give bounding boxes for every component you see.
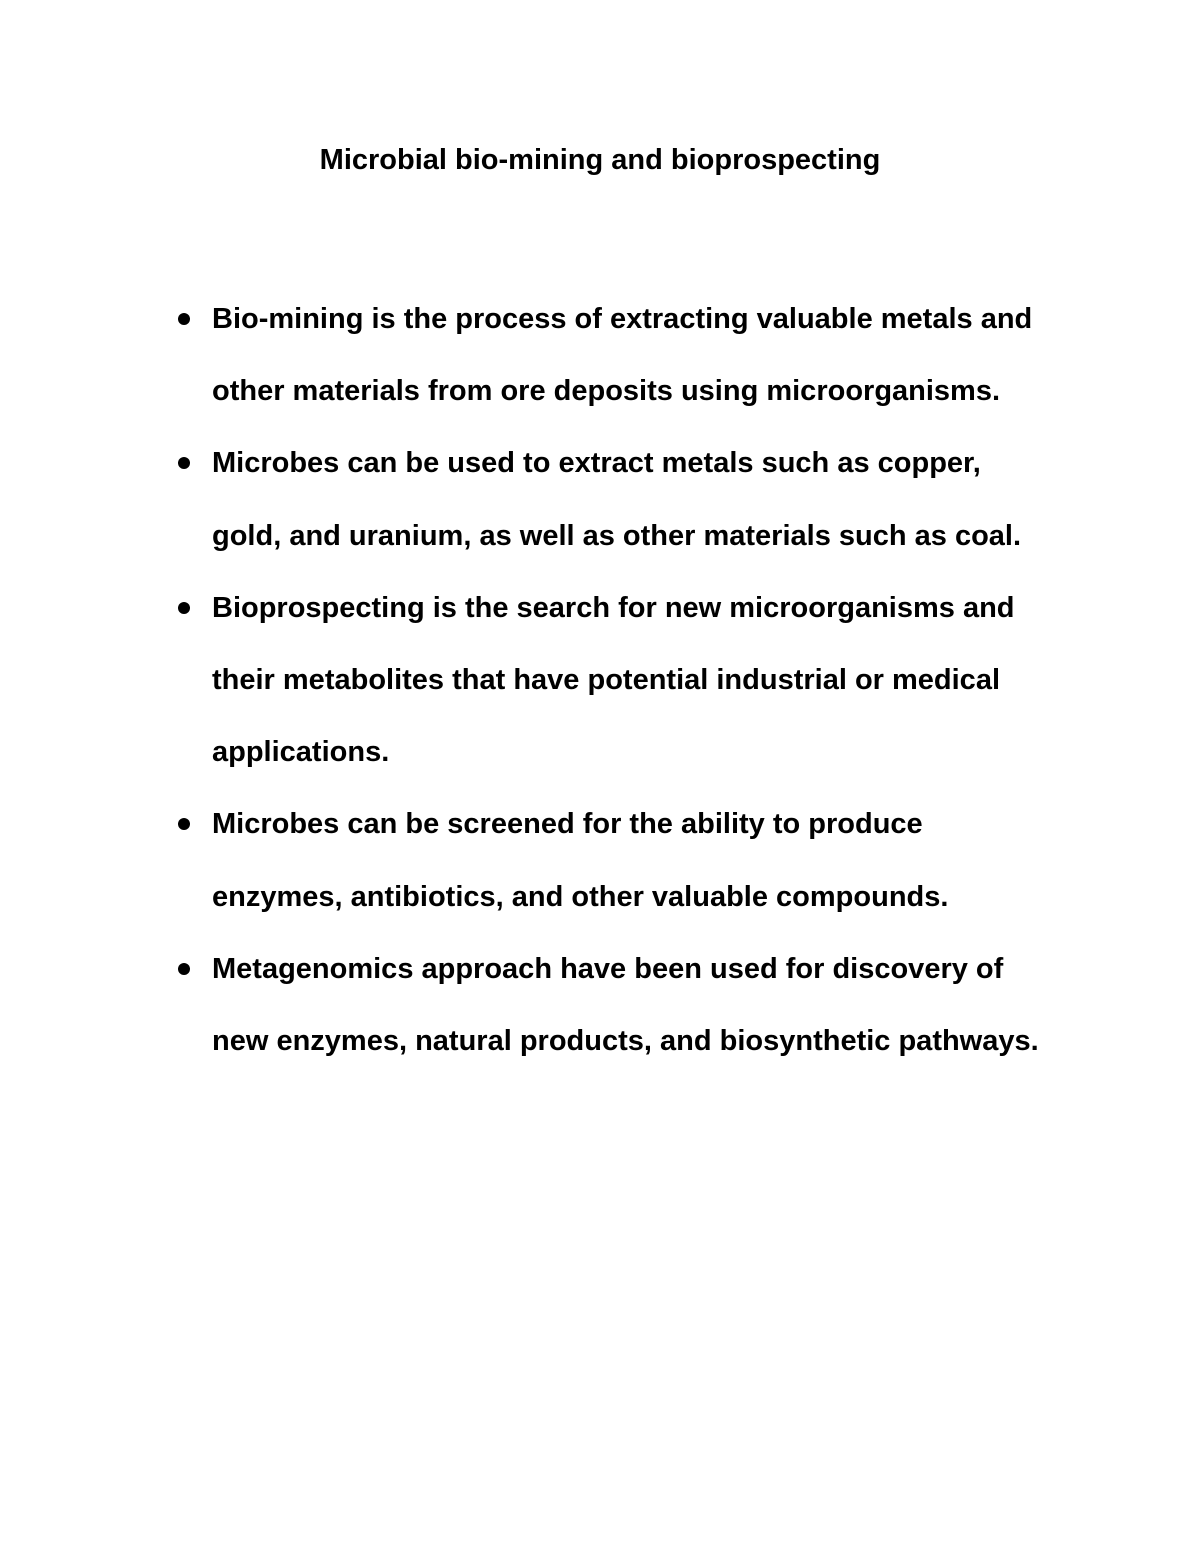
bullet-dot-icon (178, 313, 190, 325)
bullet-text: Metagenomics approach have been used for discovery of new enzymes, natural products, and biosynthetic pathways. (212, 952, 1039, 1058)
document-title: Microbial bio-mining and bioprospecting (319, 144, 881, 176)
bullet-dot-icon (178, 602, 190, 614)
bullet-text: Bio-mining is the process of extracting valuable metals and other materials from ore deposits using microorganisms. (212, 303, 1033, 408)
list-item (0, 572, 1052, 789)
list-item (0, 933, 1052, 1077)
list-item (0, 427, 1052, 571)
list-item (0, 283, 1052, 427)
list-item (0, 788, 1052, 932)
bullet-text: Microbes can be used to extract metals such as copper, gold, and uranium, as well as other materials such as coal. (212, 447, 1022, 552)
bullet-dot-icon (178, 818, 190, 830)
bullet-text: Bioprospecting is the search for new microorganisms and their metabolites that have potential industrial or medical applications. (212, 591, 1015, 769)
bullet-list (0, 283, 1200, 1077)
bullet-dot-icon (178, 963, 190, 975)
bullet-text: Microbes can be screened for the ability to produce enzymes, antibiotics, and other valuable compounds. (212, 808, 949, 913)
bullet-dot-icon (178, 457, 190, 469)
